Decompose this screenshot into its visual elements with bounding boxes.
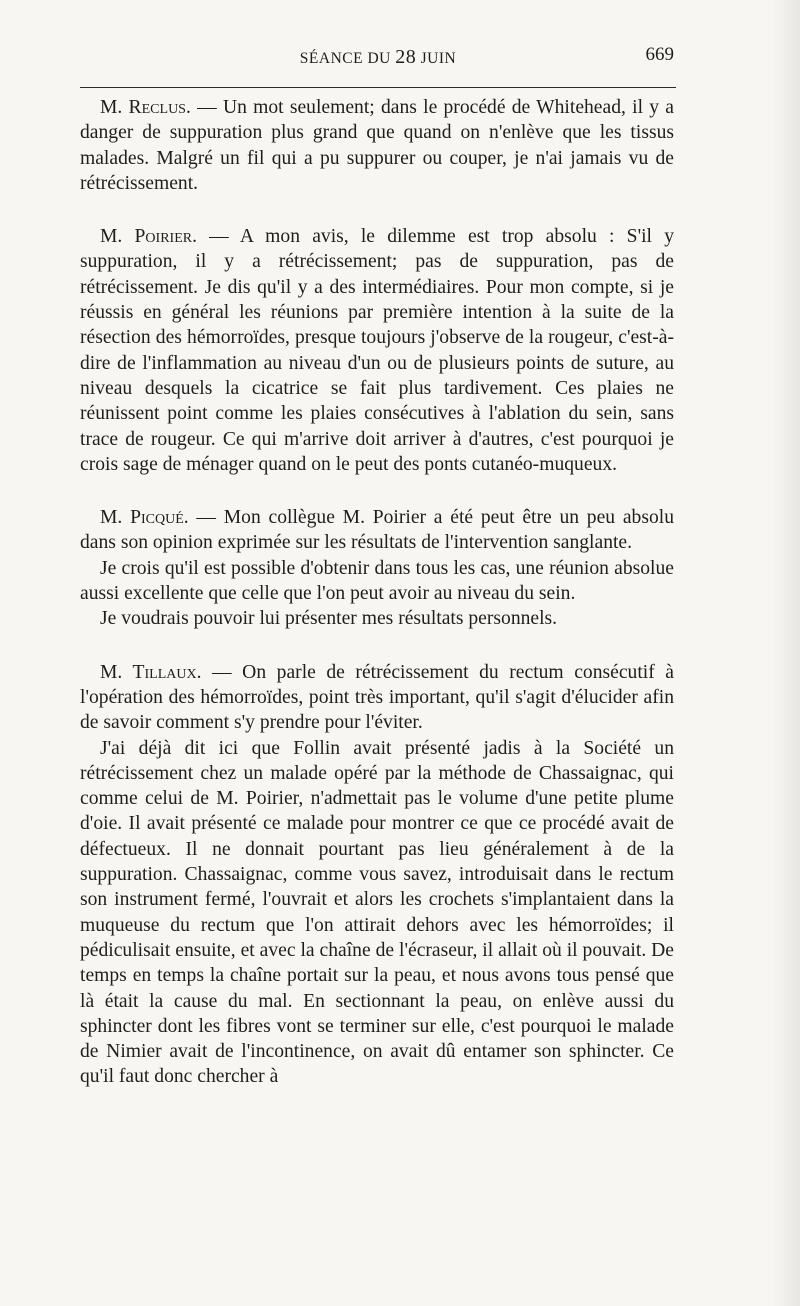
header-rule (80, 87, 676, 88)
speaker-name: M. Poirier. (100, 226, 197, 248)
paragraph-picque (80, 505, 674, 556)
paragraph-poirier (80, 224, 674, 477)
paragraph-tillaux-continued (80, 736, 674, 1090)
speaker-name: M. Tillaux. (100, 661, 202, 683)
paragraph-picque-closing (80, 606, 674, 631)
page-number: 669 (645, 44, 674, 65)
paragraph-tillaux (80, 660, 674, 736)
running-title (80, 46, 676, 69)
paragraph-text: — Mon collègue M. Poirier a été peut être un peu absolu dans son opinion exprimée sur les résultats de l'intervention sanglante. (80, 507, 675, 554)
paragraph-text: — A mon avis, le dilemme est trop absolu : S'il y suppuration, il y a rétrécissement; pas de suppuration, pas de rétrécissement. Je dis qu'il y a des intermédiaires. Pour mon compte, si je réussis en général les réunions par première intention à la suite de la résection des hémorroïdes, presque toujours j'observe de la rougeur, c'est-à-dire de l'inflammation au niveau d'un ou de plusieurs points de suture, au niveau desquels la cicatrice se fait plus tardivement. Ces plaies ne réunissent point comme les plaies consécutives à l'ablation du sein, sans trace de rougeur. Ce qui m'arrive doit arriver à d'autres, c'est pourquoi je crois sage de ménager quand on le peut des ponts cutanéo-muqueux. (80, 226, 674, 475)
running-title-prefix: SÉANCE DU (299, 50, 396, 67)
paragraph-text: — Un mot seulement; dans le procédé de Whitehead, il y a danger de suppuration plus grand que quand on n'enlève que les tissus malades. Malgré un fil qui a pu suppurer ou couper, je n'ai jamais vu de rétrécissement. (80, 97, 674, 194)
paragraph-text: — On parle de rétrécissement du rectum consécutif à l'opération des hémorroïdes, point très important, qu'il s'agit d'élucider afin de savoir comment s'y prendre pour l'éviter. (80, 661, 674, 734)
paragraph-picque-continued (80, 556, 674, 607)
running-title-day: 28 (395, 46, 417, 68)
running-title-suffix: JUIN (416, 50, 457, 67)
paragraph-text: Je crois qu'il est possible d'obtenir dans tous les cas, une réunion absolue aussi excellente que celle que l'on peut avoir au niveau du sein. (80, 557, 674, 605)
body-text (80, 95, 674, 1090)
paragraph-text: J'ai déjà dit ici que Follin avait présenté jadis à la Société un rétrécissement chez un malade opéré par la méthode de Chassaignac, qui comme celui de M. Poirier, n'admettait pas le volume d'une petite plume d'oie. Il avait présenté ce malade pour montrer ce que ce procédé avait de défectueux. Il ne donnait pourtant pas lieu généralement à de la suppuration. Chassaignac, comme vous savez, introduisait dans le rectum son instrument fermé, l'ouvrait et alors les crochets s'implantaient dans la muqueuse du rectum que l'on attirait dehors avec les hémorroïdes; il pédiculisait ensuite, et avec la chaîne de l'écraseur, il allait où il pouvait. De temps en temps la chaîne portait sur la peau, et nous avons tous pensé que là était la cause du mal. En sectionnant la peau, on enlève aussi du sphincter dont les fibres vont se terminer sur elle, c'est pourquoi le malade de Nimier avait de l'incontinence, on avait dû entamer son sphincter. Ce qu'il faut donc chercher à (80, 737, 674, 1088)
page-header (80, 42, 676, 72)
page-edge-shadow (772, 0, 800, 1306)
paragraph-text: Je voudrais pouvoir lui présenter mes résultats personnels. (100, 608, 558, 630)
speaker-name: M. Picqué. (100, 507, 189, 529)
paragraph-reclus (80, 95, 674, 196)
speaker-name: M. Reclus. (100, 97, 191, 118)
